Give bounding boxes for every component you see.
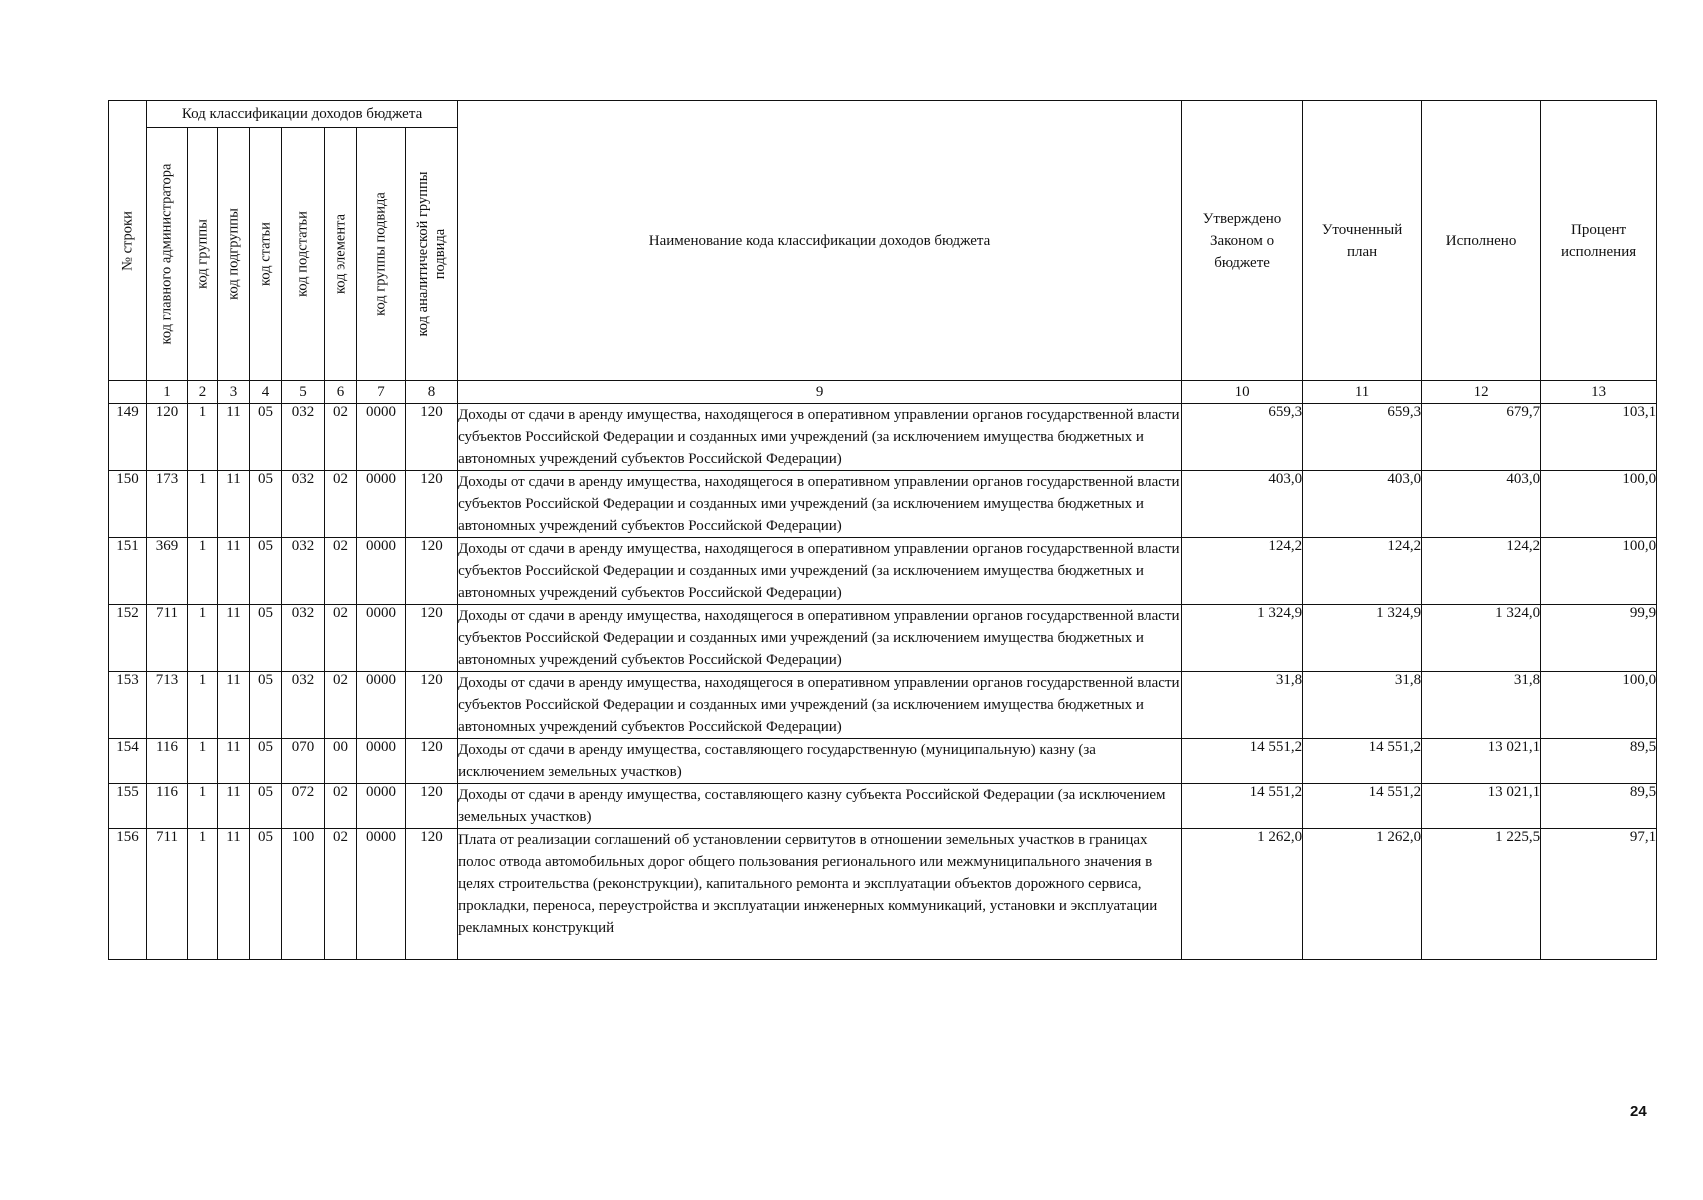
admin-code: 116 [147, 784, 188, 829]
column-number: 1 [147, 381, 188, 404]
subtype-group-code: 0000 [357, 605, 406, 672]
subgroup-code: 11 [218, 404, 250, 471]
subgroup-code: 11 [218, 829, 250, 960]
column-number: 7 [357, 381, 406, 404]
admin-code: 711 [147, 829, 188, 960]
executed-amount: 679,7 [1422, 404, 1541, 471]
row-number: 151 [109, 538, 147, 605]
column-number: 9 [458, 381, 1182, 404]
revised-plan-amount: 1 262,0 [1303, 829, 1422, 960]
row-number: 156 [109, 829, 147, 960]
revised-plan-amount: 659,3 [1303, 404, 1422, 471]
column-number: 3 [218, 381, 250, 404]
article-code: 05 [250, 784, 282, 829]
group-code: 1 [188, 538, 218, 605]
execution-percent: 100,0 [1541, 538, 1657, 605]
subtype-group-code: 0000 [357, 404, 406, 471]
executed-amount: 124,2 [1422, 538, 1541, 605]
executed-amount: 13 021,1 [1422, 784, 1541, 829]
admin-code: 713 [147, 672, 188, 739]
element-code: 02 [325, 829, 357, 960]
subtype-group-code: 0000 [357, 471, 406, 538]
revenue-name: Доходы от сдачи в аренду имущества, составляющего государственную (муниципальную) казну (за исключением земельных участков) [458, 739, 1182, 784]
executed-amount: 1 225,5 [1422, 829, 1541, 960]
execution-percent: 100,0 [1541, 471, 1657, 538]
row-number: 149 [109, 404, 147, 471]
subgroup-code: 11 [218, 739, 250, 784]
analytic-group-code: 120 [406, 784, 458, 829]
column-number: 12 [1422, 381, 1541, 404]
header-group-code: код группы [188, 128, 218, 381]
revised-plan-amount: 1 324,9 [1303, 605, 1422, 672]
subgroup-code: 11 [218, 672, 250, 739]
executed-amount: 403,0 [1422, 471, 1541, 538]
revised-plan-amount: 14 551,2 [1303, 739, 1422, 784]
analytic-group-code: 120 [406, 538, 458, 605]
table-row [109, 471, 1657, 538]
column-number: 2 [188, 381, 218, 404]
group-code: 1 [188, 672, 218, 739]
subgroup-code: 11 [218, 605, 250, 672]
execution-percent: 100,0 [1541, 672, 1657, 739]
column-number-row [109, 381, 1657, 404]
revenue-name: Плата от реализации соглашений об установлении сервитутов в отношении земельных участков в границах полос отвода автомобильных дорог общего пользования регионального или межмуниципального значения в целях строительства (реконструкции), капитального ремонта и эксплуатации объектов дорожного сервиса, прокладки, переноса, переустройства и эксплуатации инженерных коммуникаций, установки и эксплуатации рекламных конструкций [458, 829, 1182, 960]
analytic-group-code: 120 [406, 739, 458, 784]
executed-amount: 13 021,1 [1422, 739, 1541, 784]
admin-code: 173 [147, 471, 188, 538]
analytic-group-code: 120 [406, 672, 458, 739]
table-row [109, 672, 1657, 739]
subtype-group-code: 0000 [357, 784, 406, 829]
subtype-group-code: 0000 [357, 739, 406, 784]
header-admin-code: код главного администратора [147, 128, 188, 381]
revenue-name: Доходы от сдачи в аренду имущества, находящегося в оперативном управлении органов государственной власти субъектов Российской Федерации и созданных ими учреждений (за исключением имущества бюджетных и автономных учреждений субъектов Российской Федерации) [458, 605, 1182, 672]
subarticle-code: 032 [282, 404, 325, 471]
row-number: 154 [109, 739, 147, 784]
approved-amount: 124,2 [1182, 538, 1303, 605]
approved-amount: 1 324,9 [1182, 605, 1303, 672]
column-number: 6 [325, 381, 357, 404]
execution-percent: 103,1 [1541, 404, 1657, 471]
approved-amount: 14 551,2 [1182, 784, 1303, 829]
table-row [109, 829, 1657, 960]
element-code: 02 [325, 784, 357, 829]
group-code: 1 [188, 829, 218, 960]
admin-code: 116 [147, 739, 188, 784]
element-code: 02 [325, 538, 357, 605]
column-number: 10 [1182, 381, 1303, 404]
article-code: 05 [250, 739, 282, 784]
header-subtype-group-code: код группы подвида [357, 128, 406, 381]
column-number: 5 [282, 381, 325, 404]
subarticle-code: 072 [282, 784, 325, 829]
header-percent: Процент исполнения [1541, 101, 1657, 381]
execution-percent: 99,9 [1541, 605, 1657, 672]
column-number: 8 [406, 381, 458, 404]
header-analytic-group-code: код аналитической группы подвида [406, 128, 458, 381]
approved-amount: 31,8 [1182, 672, 1303, 739]
element-code: 02 [325, 471, 357, 538]
revised-plan-amount: 124,2 [1303, 538, 1422, 605]
admin-code: 120 [147, 404, 188, 471]
revenue-name: Доходы от сдачи в аренду имущества, находящегося в оперативном управлении органов государственной власти субъектов Российской Федерации и созданных ими учреждений (за исключением имущества бюджетных и автономных учреждений субъектов Российской Федерации) [458, 672, 1182, 739]
header-article-code: код статьи [250, 128, 282, 381]
analytic-group-code: 120 [406, 829, 458, 960]
subarticle-code: 032 [282, 605, 325, 672]
header-subarticle-code: код подстатьи [282, 128, 325, 381]
subarticle-code: 032 [282, 672, 325, 739]
row-number: 153 [109, 672, 147, 739]
execution-percent: 89,5 [1541, 739, 1657, 784]
table-row [109, 784, 1657, 829]
admin-code: 711 [147, 605, 188, 672]
approved-amount: 14 551,2 [1182, 739, 1303, 784]
row-number: 152 [109, 605, 147, 672]
subgroup-code: 11 [218, 538, 250, 605]
element-code: 00 [325, 739, 357, 784]
header-approved: Утверждено Законом о бюджете [1182, 101, 1303, 381]
article-code: 05 [250, 538, 282, 605]
table-row [109, 404, 1657, 471]
executed-amount: 31,8 [1422, 672, 1541, 739]
column-number: 13 [1541, 381, 1657, 404]
group-code: 1 [188, 471, 218, 538]
analytic-group-code: 120 [406, 471, 458, 538]
analytic-group-code: 120 [406, 605, 458, 672]
table-row [109, 538, 1657, 605]
execution-percent: 97,1 [1541, 829, 1657, 960]
revenue-name: Доходы от сдачи в аренду имущества, находящегося в оперативном управлении органов государственной власти субъектов Российской Федерации и созданных ими учреждений (за исключением имущества бюджетных и автономных учреждений субъектов Российской Федерации) [458, 404, 1182, 471]
group-code: 1 [188, 784, 218, 829]
revenue-name: Доходы от сдачи в аренду имущества, находящегося в оперативном управлении органов государственной власти субъектов Российской Федерации и созданных ими учреждений (за исключением имущества бюджетных и автономных учреждений субъектов Российской Федерации) [458, 538, 1182, 605]
header-name: Наименование кода классификации доходов бюджета [458, 101, 1182, 381]
header-classification-group: Код классификации доходов бюджета [147, 101, 458, 128]
group-code: 1 [188, 404, 218, 471]
approved-amount: 659,3 [1182, 404, 1303, 471]
revised-plan-amount: 14 551,2 [1303, 784, 1422, 829]
revised-plan-amount: 31,8 [1303, 672, 1422, 739]
article-code: 05 [250, 471, 282, 538]
revenue-name: Доходы от сдачи в аренду имущества, находящегося в оперативном управлении органов государственной власти субъектов Российской Федерации и созданных ими учреждений (за исключением имущества бюджетных и автономных учреждений субъектов Российской Федерации) [458, 471, 1182, 538]
subarticle-code: 070 [282, 739, 325, 784]
header-revised-plan: Уточненный план [1303, 101, 1422, 381]
table-row [109, 605, 1657, 672]
analytic-group-code: 120 [406, 404, 458, 471]
subarticle-code: 032 [282, 538, 325, 605]
header-executed: Исполнено [1422, 101, 1541, 381]
subtype-group-code: 0000 [357, 829, 406, 960]
article-code: 05 [250, 605, 282, 672]
article-code: 05 [250, 672, 282, 739]
element-code: 02 [325, 404, 357, 471]
budget-table-container [108, 100, 1656, 960]
row-number: 150 [109, 471, 147, 538]
subtype-group-code: 0000 [357, 672, 406, 739]
revenue-name: Доходы от сдачи в аренду имущества, составляющего казну субъекта Российской Федерации (за исключением земельных участков) [458, 784, 1182, 829]
subgroup-code: 11 [218, 471, 250, 538]
element-code: 02 [325, 605, 357, 672]
budget-revenue-table [108, 100, 1657, 960]
subarticle-code: 032 [282, 471, 325, 538]
group-code: 1 [188, 739, 218, 784]
subtype-group-code: 0000 [357, 538, 406, 605]
element-code: 02 [325, 672, 357, 739]
row-number: 155 [109, 784, 147, 829]
table-row [109, 739, 1657, 784]
column-number: 11 [1303, 381, 1422, 404]
subarticle-code: 100 [282, 829, 325, 960]
execution-percent: 89,5 [1541, 784, 1657, 829]
admin-code: 369 [147, 538, 188, 605]
article-code: 05 [250, 829, 282, 960]
header-subgroup-code: код подгруппы [218, 128, 250, 381]
group-code: 1 [188, 605, 218, 672]
revised-plan-amount: 403,0 [1303, 471, 1422, 538]
approved-amount: 403,0 [1182, 471, 1303, 538]
article-code: 05 [250, 404, 282, 471]
executed-amount: 1 324,0 [1422, 605, 1541, 672]
header-element-code: код элемента [325, 128, 357, 381]
subgroup-code: 11 [218, 784, 250, 829]
column-number: 4 [250, 381, 282, 404]
approved-amount: 1 262,0 [1182, 829, 1303, 960]
header-row-no: № строки [109, 101, 147, 381]
page-number: 24 [1630, 1103, 1647, 1120]
